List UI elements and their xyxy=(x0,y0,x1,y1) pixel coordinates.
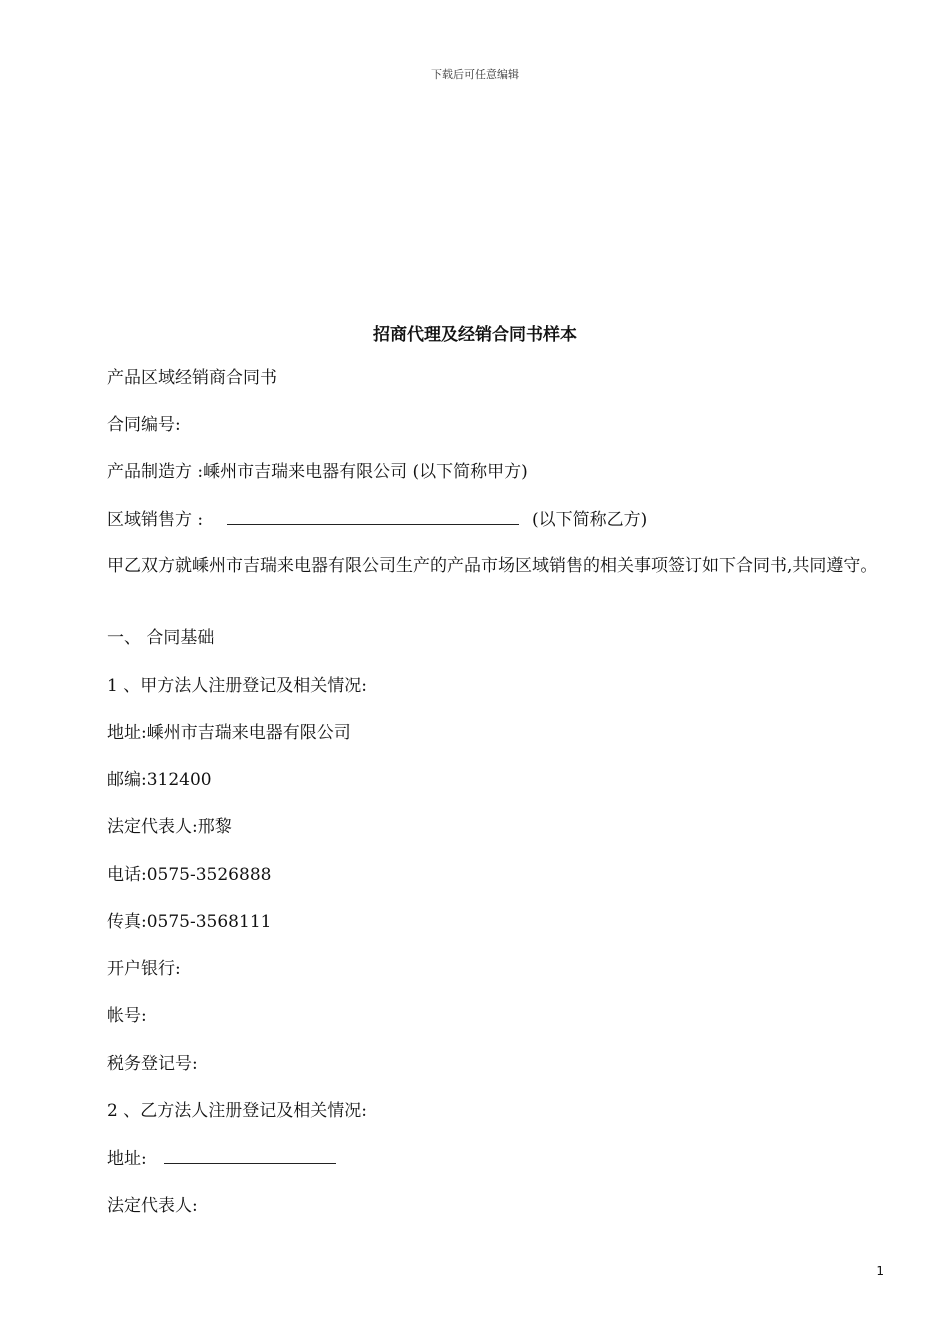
party-b-address-blank xyxy=(164,1147,336,1164)
party-b-address-label: 地址: xyxy=(107,1149,147,1169)
seller-label: 区域销售方 : xyxy=(107,510,204,530)
party-b-legal-rep: 法定代表人: xyxy=(107,1196,198,1216)
intro-paragraph: 甲乙双方就嵊州市吉瑞来电器有限公司生产的产品市场区域销售的相关事项签订如下合同书,共同遵守。 xyxy=(107,556,878,576)
contract-number: 合同编号: xyxy=(107,415,181,435)
party-a-heading: 1 、甲方法人注册登记及相关情况: xyxy=(107,676,367,696)
party-a-fax: 传真:0575-3568111 xyxy=(107,912,272,932)
seller-line xyxy=(107,508,647,531)
party-a-address: 地址:嵊州市吉瑞来电器有限公司 xyxy=(107,723,351,743)
document-title: 招商代理及经销合同书样本 xyxy=(373,325,577,345)
party-a-bank: 开户银行: xyxy=(107,959,181,979)
party-b-heading: 2 、乙方法人注册登记及相关情况: xyxy=(107,1101,367,1121)
section-heading: 一、 合同基础 xyxy=(107,628,215,648)
seller-suffix: (以下简称乙方) xyxy=(531,510,648,530)
party-a-account: 帐号: xyxy=(107,1006,147,1026)
manufacturer-line: 产品制造方 :嵊州市吉瑞来电器有限公司 (以下简称甲方) xyxy=(107,462,528,482)
header-note: 下载后可任意编辑 xyxy=(431,68,519,81)
party-a-tax-id: 税务登记号: xyxy=(107,1054,198,1074)
doc-name: 产品区域经销商合同书 xyxy=(107,368,277,388)
party-a-phone: 电话:0575-3526888 xyxy=(107,865,272,885)
page-number: 1 xyxy=(876,1264,884,1278)
party-b-address-line xyxy=(107,1147,344,1170)
party-a-postcode: 邮编:312400 xyxy=(107,770,212,790)
party-a-legal-rep: 法定代表人:邢黎 xyxy=(107,817,232,837)
seller-blank xyxy=(227,508,519,525)
